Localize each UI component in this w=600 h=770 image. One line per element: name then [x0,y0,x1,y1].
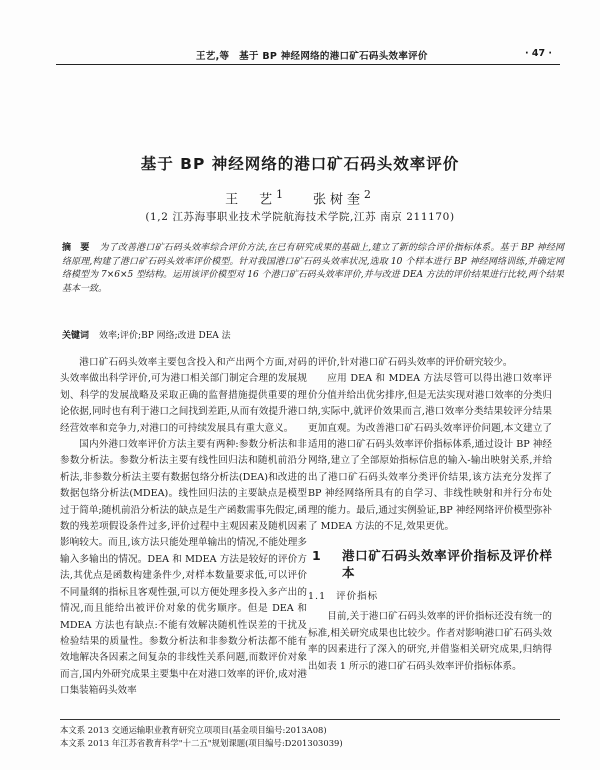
subsection-number: 1.1 [308,591,327,603]
affiliation: (1,2 江苏海事职业技术学院航海技术学院,江苏 南京 211170) [145,211,455,223]
author-2: 张树奎 [313,192,365,208]
keywords-label: 关键词 [62,331,90,341]
footnote: 本文系 2013 交通运输职业教育研究立项项目(基金项目编号:2013A08) [60,725,327,735]
running-title: 王艺,等 基于 BP 神经网络的港口矿石码头效率评价 [196,51,428,62]
section-number: 1 [312,548,321,564]
body-paragraph: 国内外港口效率评价方法主要有两种:参数分析法和非参数分析法。参数分析法主要有线性回归法和随机前沿分析法,非参数分析法主要有数据包络分析法(DEA)和改进的数据包络分析法(MDEA)。线性回归法的主要缺点是模型过于简单;随机前沿分析法的缺点是生产函数需事先假定,函数的残差项假设条件过多,评价过程中主观因素及随机因素影响较大。而且,该方法只能处理单输出的情况,不能处理多输入多输出的情况。DEA 和 MDEA 方法是较好的评价方法,其优点是函数构建条件少,对样本数量要求低,可以评价不同量纲的指标且客观性强,可以方便处理多投入多产出的情况,而且能给出被评价对象的优劣顺序。但是 DEA 和 MDEA 方法也有缺点:不能有效解决随机性误差的干扰及检验结果的质量性。参数分析法和非参数分析法都不能有效地解决各因素之间复杂的非线性关系问题,而数评价对象而言,国内外研究成果主要集中在对港口效率的评价,成对港口集装箱码头效率 [60,439,307,697]
right-column [308,355,552,675]
subsection-heading [308,589,552,605]
left-column [60,355,307,700]
footnotes [60,719,560,750]
author-1-affil-mark: 1 [276,188,287,201]
body-paragraph: 的评价,针对港口矿石码头效率的评价研究较少。 [308,357,513,368]
keywords [62,330,564,343]
abstract-text: 为了改善港口矿石码头效率综合评价方法,在已有研究成果的基础上,建立了新的综合评价指标体系。基于 BP 神经网络原理,构建了港口矿石码头效率评价模型。针对我国港口矿石码头效率状况,选取 10 个样本进行 BP 神经网络训练,并确定网络模型为 7×6×5 型结构。运用该评价模型对 16 个港口矿石码头效率评价,并与改进 DEA 方法的评价结果进行比较,两个结果基本一致。 [62,243,564,294]
page-number: · 47 · [524,48,552,59]
abstract-label: 摘 要 [62,243,90,253]
author-2-affil-mark: 2 [364,188,375,201]
paper-title: 基于 BP 神经网络的港口矿石码头效率评价 [140,155,460,173]
subsection-title: 评价指标 [336,591,379,603]
body-paragraph: 目前,关于港口矿石码头效率的评价指标还没有统一的标准,相关研究成果也比较少。作者对影响港口矿石码头效率的因素进行了深入的研究,并借鉴相关研究成果,归纳得出如表 1 所示的港口矿石码头效率评价指标体系。 [308,611,552,672]
author-1: 王 艺 [225,192,277,208]
author-line [0,188,600,207]
body-paragraph: 应用 DEA 和 MDEA 方法尽管可以得出港口效率评价分值并给出优劣排序,但是无法实现对港口效率的分类归纳,实际中,就评价效果而言,港口效率分类结果较评分结果更加直观。为改善港口矿石码头效率评价问题,本文建立了适用的港口矿石码头效率评价指标体系,通过设计 BP 神经网络,建立了全部原始指标信息的输入-输出映射关系,并给出了港口矿石码头效率分类评价结果,该方法充分发挥了 BP 神经网络所具有的自学习、非线性映射和并行分布处理的能力。最后,通过实例验证,BP 神经网络评价模型弥补了 MDEA 方法的不足,效果更优。 [308,373,552,533]
keywords-text: 效率;评价;BP 网络;改进 DEA 法 [99,331,231,341]
section-title: 港口矿石码头效率评价指标及评价样本 [342,548,552,581]
running-header [56,44,560,65]
footnote: 本文系 2013 年江苏省教育科学"十二五"规划课题(项目编号:D201303039) [60,738,343,748]
abstract [62,242,564,296]
section-heading [308,547,552,581]
body-paragraph: 港口矿石码头效率主要包含投入和产出两个方面,对码头效率做出科学评价,可为港口相关部门制定合理的发展规划、科学的发展战略及采取正确的监督措施提供重要的理论依据,同时也有利于港口之间找到差距,从而有效提升港口经营效率和竞争力,对港口的可持续发展具有重大意义。 [60,357,307,434]
